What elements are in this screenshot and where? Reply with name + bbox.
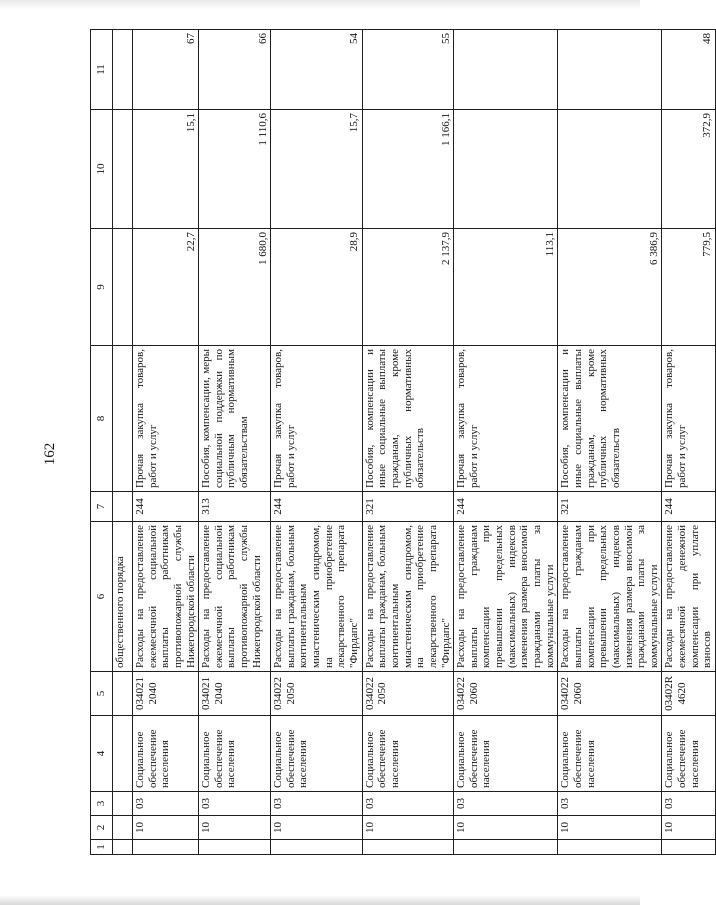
column-header: 1 [91,840,113,855]
table-cell [199,840,271,855]
table-cell: Пособия, компенсации, меры социальной поддержки по публичным нормативным обязательствам [199,346,271,492]
table-cell: 0340222060 [454,672,558,716]
table-cell: 22,7 [133,229,199,346]
table-cell: Социальное обеспечение населения [558,716,662,792]
table-cell: Социальное обеспечение населения [454,716,558,792]
budget-table [90,29,716,855]
table-cell: 6 386,9 [558,229,662,346]
table-cell: 0340222060 [558,672,662,716]
table-cell [113,346,133,492]
table-cell: 10 [558,816,662,840]
table-cell: 54 [271,30,362,110]
column-header: 3 [91,792,113,816]
table-cell: 03 [454,792,558,816]
table-cell: 321 [362,492,453,522]
table-cell [113,840,133,855]
table-cell [558,840,662,855]
table-cell: 372,9 [662,110,716,229]
table-cell: 28,9 [271,229,362,346]
table-cell: Социальное обеспечение населения [362,716,453,792]
table-cell: 48 [662,30,716,110]
table-cell: Прочая закупка товаров, работ и услуг [454,346,558,492]
table-cell: Расходы на предоставление выплаты гражданам, больным континентальным миастеническим синдромом, на приобретение лекарственного препарата "Фирдапс" [271,522,362,672]
table-cell: 1 110,6 [199,110,271,229]
table-cell: 321 [558,492,662,522]
table-row [558,30,662,855]
table-row [662,30,716,855]
table-cell: 03402R4620 [662,672,716,716]
column-header: 11 [91,30,113,110]
table-cell: 2 137,9 [362,229,453,346]
table-cell: 313 [199,492,271,522]
table-cell: 0340222050 [271,672,362,716]
table-cell: 779,5 [662,229,716,346]
column-header: 4 [91,716,113,792]
column-header: 10 [91,110,113,229]
table-cell [113,816,133,840]
table-cell: Расходы на предоставление выплаты гражданам, больным континентальным миастеническим синдромом, на приобретение лекарственного препарата "Фирдапс" [362,522,453,672]
table-cell [454,30,558,110]
table-cell: 0340222050 [362,672,453,716]
table-cell: Пособия, компенсации и иные социальные выплаты гражданам, кроме публичных нормативных обязательств [558,346,662,492]
table-cell: 113,1 [454,229,558,346]
column-header: 9 [91,229,113,346]
table-cell: Социальное обеспечение населения [199,716,271,792]
table-row [362,30,453,855]
table-cell: Пособия, компенсации и иные социальные выплаты гражданам, кроме публичных нормативных обязательств [362,346,453,492]
column-header: 8 [91,346,113,492]
table-cell: 03 [362,792,453,816]
scan-bottom-edge [0,895,640,905]
table-cell: 03 [271,792,362,816]
column-header: 5 [91,672,113,716]
table-cell: 03 [558,792,662,816]
header-row [91,30,113,855]
table-cell [454,840,558,855]
table-cell: 0340212040 [133,672,199,716]
table-cell: 15,7 [271,110,362,229]
table-cell: 244 [271,492,362,522]
table-cell: Социальное обеспечение населения [133,716,199,792]
table-cell: общественного порядка [113,522,133,672]
table-cell: 1 166,1 [362,110,453,229]
table-cell: Прочая закупка товаров, работ и услуг [271,346,362,492]
table-cell: 0340212040 [199,672,271,716]
column-header: 2 [91,816,113,840]
table-cell [113,716,133,792]
table-cell: 03 [662,792,716,816]
table-cell: Расходы на предоставление ежемесячной социальной выплаты работникам противопожарной службы Нижегородской области [133,522,199,672]
table-row [133,30,199,855]
table-cell: 03 [133,792,199,816]
table-cell [454,110,558,229]
table-cell: 10 [271,816,362,840]
table-cell [113,229,133,346]
table-cell: Прочая закупка товаров, работ и услуг [133,346,199,492]
page-number: 162 [42,442,58,466]
table-row [113,30,133,855]
table-cell: 10 [199,816,271,840]
table-cell: Расходы на предоставление выплаты гражданам компенсации при превышении предельных (максимальных) индексов изменения размера вносимой гражданами платы за коммунальные услуги [454,522,558,672]
table-row [454,30,558,855]
table-cell: 10 [133,816,199,840]
table-cell [113,672,133,716]
table-row [199,30,271,855]
table-cell [113,792,133,816]
table-cell [362,840,453,855]
table-cell: 10 [662,816,716,840]
table-cell: 15,1 [133,110,199,229]
table-cell: Социальное обеспечение населения [662,716,716,792]
table-row [271,30,362,855]
table-cell: 244 [662,492,716,522]
table-cell: 1 680,0 [199,229,271,346]
column-header: 6 [91,522,113,672]
table-cell: 66 [199,30,271,110]
table-cell: Расходы на предоставление ежемесячной социальной выплаты работникам противопожарной службы Нижегородской области [199,522,271,672]
table-cell [113,30,133,110]
table-cell [133,840,199,855]
scan-top-edge [0,0,640,10]
table-cell: 244 [454,492,558,522]
table-cell: 10 [454,816,558,840]
table-cell [662,840,716,855]
table-cell: 10 [362,816,453,840]
table-cell [271,840,362,855]
table-cell: 03 [199,792,271,816]
table-cell: 244 [133,492,199,522]
column-header: 7 [91,492,113,522]
table-cell: 55 [362,30,453,110]
table-cell [558,110,662,229]
table-cell [113,110,133,229]
table-cell: Прочая закупка товаров, работ и услуг [662,346,716,492]
table-cell: 67 [133,30,199,110]
table-cell [558,30,662,110]
budget-table-container [90,30,714,855]
table-cell: Расходы на предоставление ежемесячной денежной компенсации при уплате взносов [662,522,716,672]
table-cell: Расходы на предоставление выплаты гражданам компенсации при превышении предельных (максимальных) индексов изменения размера вносимой гражданами платы за коммунальные услуги [558,522,662,672]
table-cell [113,492,133,522]
table-cell: Социальное обеспечение населения [271,716,362,792]
